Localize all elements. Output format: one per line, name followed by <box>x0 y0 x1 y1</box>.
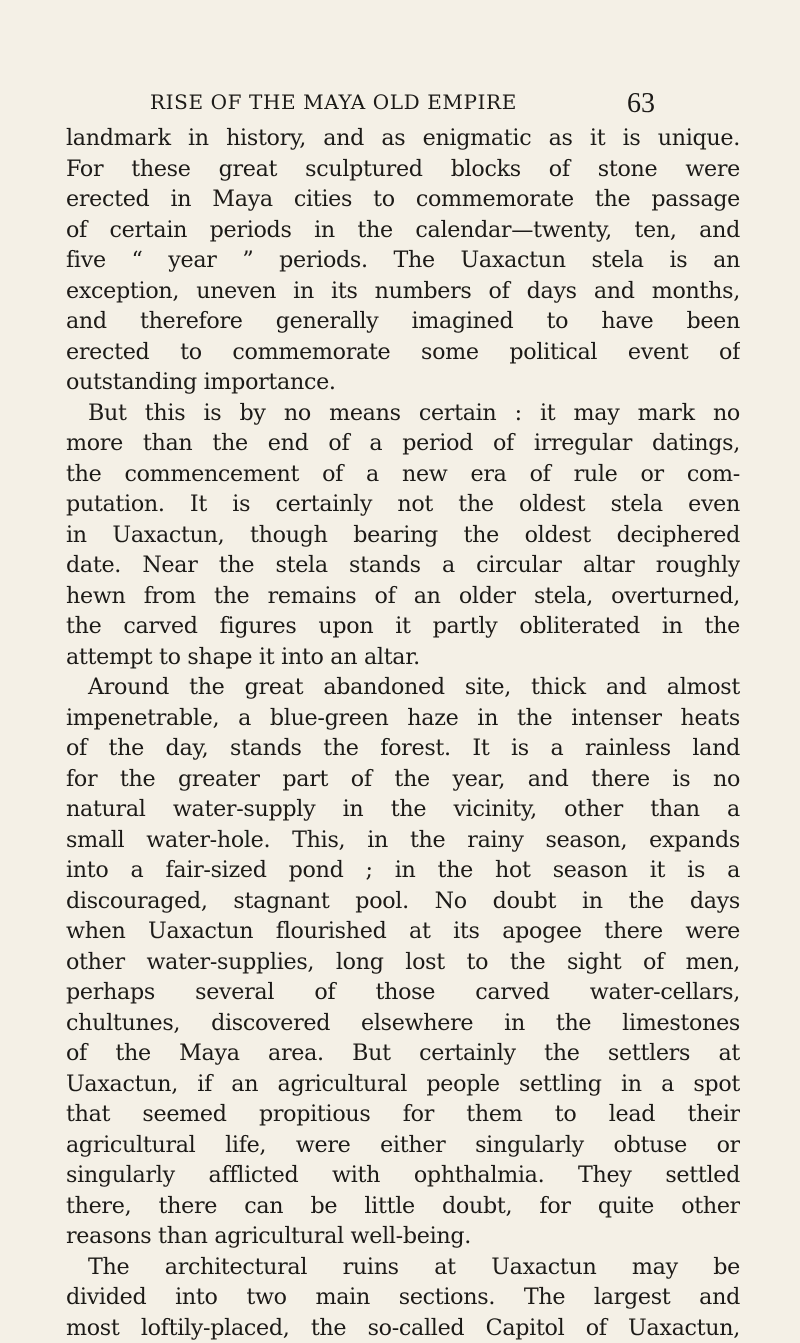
text-line: singularly afflicted with ophthalmia. They settled <box>66 1160 740 1191</box>
text-line: most loftily-placed, the so-called Capitol of Uaxactun, <box>66 1313 740 1343</box>
text-line: of the Maya area. But certainly the settlers at <box>66 1038 740 1069</box>
paragraph-end-line: reasons than agricultural well-being. <box>66 1221 740 1252</box>
paragraph-end-line: outstanding importance. <box>66 367 740 398</box>
text-line: erected in Maya cities to commemorate the passage <box>66 184 740 215</box>
text-line: date. Near the stela stands a circular altar roughly <box>66 550 740 581</box>
text-line: the commencement of a new era of rule or com- <box>66 459 740 490</box>
text-line: chultunes, discovered elsewhere in the limestones <box>66 1008 740 1039</box>
text-line: erected to commemorate some political event of <box>66 337 740 368</box>
text-line: discouraged, stagnant pool. No doubt in the days <box>66 886 740 917</box>
text-line: the carved figures upon it partly obliterated in the <box>66 611 740 642</box>
text-line: impenetrable, a blue-green haze in the intenser heats <box>66 703 740 734</box>
text-line: natural water-supply in the vicinity, other than a <box>66 794 740 825</box>
text-line: divided into two main sections. The largest and <box>66 1282 740 1313</box>
text-line: when Uaxactun flourished at its apogee there were <box>66 916 740 947</box>
text-line: for the greater part of the year, and there is no <box>66 764 740 795</box>
text-line: into a fair-sized pond ; in the hot season it is a <box>66 855 740 886</box>
paragraph-start-line: Around the great abandoned site, thick and almost <box>66 672 740 703</box>
text-line: landmark in history, and as enigmatic as it is unique. <box>66 123 740 154</box>
text-line: agricultural life, were either singularly obtuse or <box>66 1130 740 1161</box>
text-line: For these great sculptured blocks of stone were <box>66 154 740 185</box>
paragraph-start-line: But this is by no means certain : it may mark no <box>66 398 740 429</box>
text-line: perhaps several of those carved water-cellars, <box>66 977 740 1008</box>
page-number: 63 <box>627 88 655 120</box>
text-line: hewn from the remains of an older stela, overturned, <box>66 581 740 612</box>
text-line: that seemed propitious for them to lead their <box>66 1099 740 1130</box>
text-line: of the day, stands the forest. It is a rainless land <box>66 733 740 764</box>
text-line: and therefore generally imagined to have been <box>66 306 740 337</box>
paragraph-start-line: The architectural ruins at Uaxactun may be <box>66 1252 740 1283</box>
running-head: RISE OF THE MAYA OLD EMPIRE <box>150 90 517 114</box>
text-line: putation. It is certainly not the oldest stela even <box>66 489 740 520</box>
text-line: five “ year ” periods. The Uaxactun stela is an <box>66 245 740 276</box>
text-line: exception, uneven in its numbers of days and months, <box>66 276 740 307</box>
text-line: more than the end of a period of irregular datings, <box>66 428 740 459</box>
text-line: other water-supplies, long lost to the sight of men, <box>66 947 740 978</box>
text-line: in Uaxactun, though bearing the oldest deciphered <box>66 520 740 551</box>
paragraph-end-line: attempt to shape it into an altar. <box>66 642 740 673</box>
text-line: there, there can be little doubt, for quite other <box>66 1191 740 1222</box>
page-header <box>150 88 655 118</box>
text-line: small water-hole. This, in the rainy season, expands <box>66 825 740 856</box>
body-text <box>66 123 740 1343</box>
text-line: of certain periods in the calendar—twenty, ten, and <box>66 215 740 246</box>
text-line: Uaxactun, if an agricultural people settling in a spot <box>66 1069 740 1100</box>
